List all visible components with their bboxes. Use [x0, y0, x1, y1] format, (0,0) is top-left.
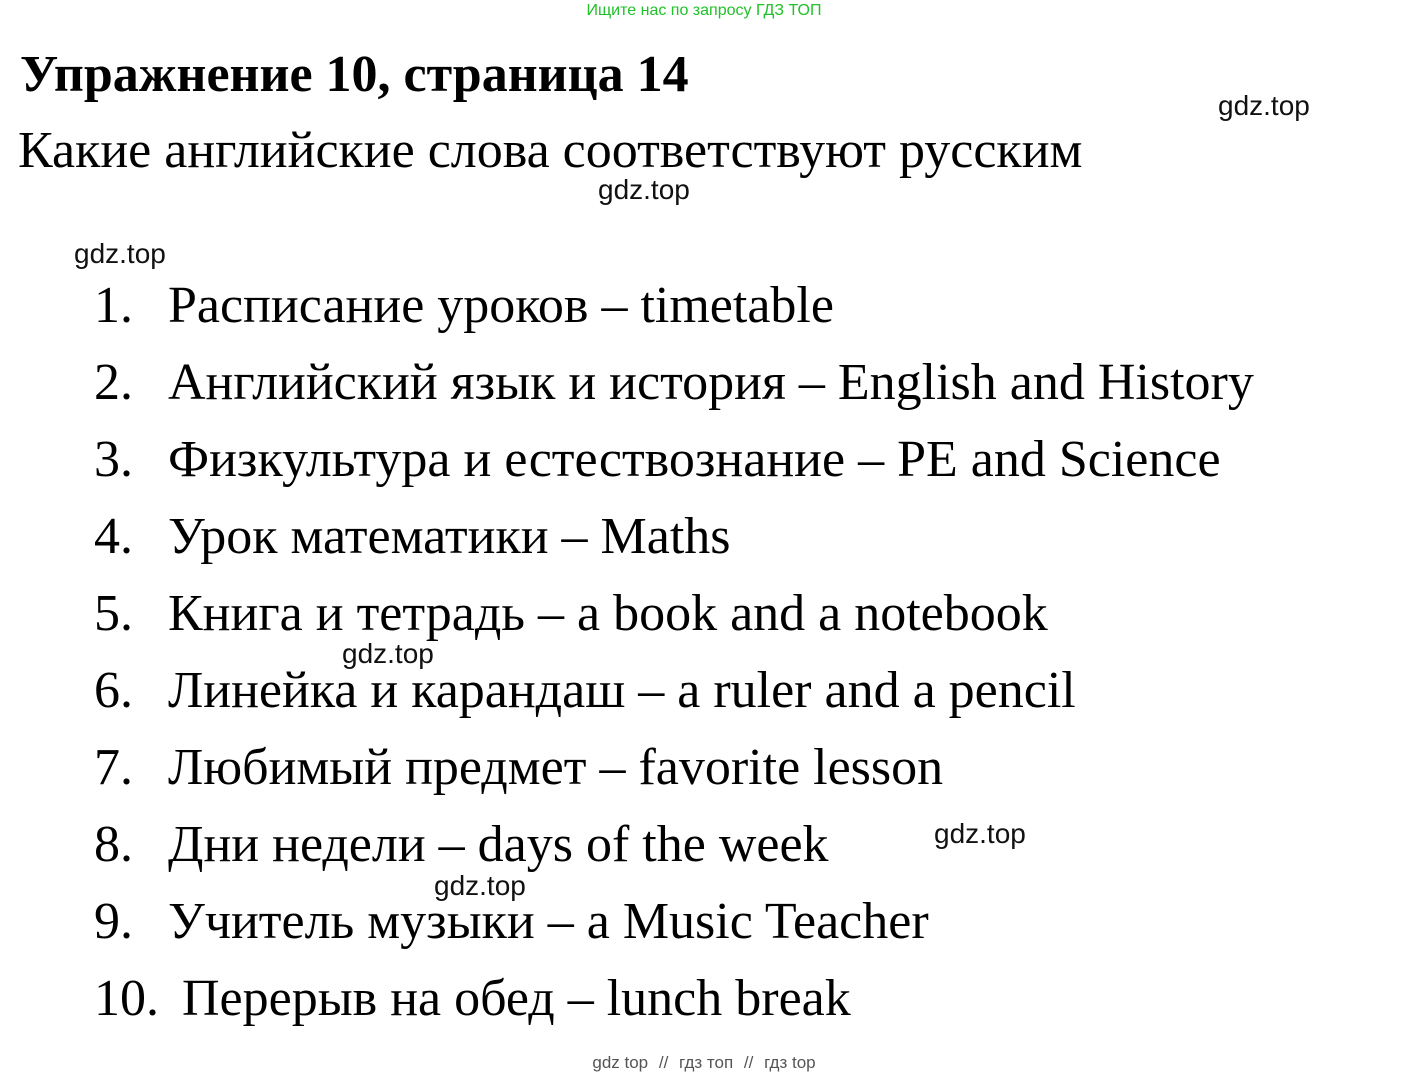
question-text: Какие английские слова соответствуют русским	[18, 122, 1083, 179]
footer-link[interactable]: гдз топ	[679, 1053, 734, 1072]
footer-separator: //	[658, 1053, 669, 1072]
item-number: 7.	[94, 739, 133, 796]
item-number: 3.	[94, 431, 133, 488]
footer-separator: //	[743, 1053, 754, 1072]
watermark: gdz.top	[342, 638, 434, 669]
footer-link[interactable]: gdz top	[592, 1053, 649, 1072]
item-number: 2.	[94, 354, 133, 411]
watermark: gdz.top	[1218, 90, 1310, 121]
item-number: 9.	[94, 893, 133, 950]
item-text: Учитель музыки – a Music Teacher	[168, 893, 929, 950]
page-title: Упражнение 10, страница 14	[20, 46, 689, 103]
item-text: Любимый предмет – favorite lesson	[168, 739, 944, 796]
item-text: Расписание уроков – timetable	[168, 277, 834, 334]
item-number: 8.	[94, 816, 133, 873]
item-text: Дни недели – days of the week	[168, 816, 829, 873]
item-number: 1.	[94, 277, 133, 334]
item-number: 10.	[94, 970, 159, 1027]
item-text: Физкультура и естествознание – PE and Science	[168, 431, 1221, 488]
item-text: Линейка и карандаш – a ruler and a pencil	[168, 662, 1076, 719]
item-number: 6.	[94, 662, 133, 719]
watermark: gdz.top	[74, 238, 166, 269]
item-number: 5.	[94, 585, 133, 642]
item-text: Английский язык и история – English and History	[168, 354, 1254, 411]
item-text: Урок математики – Maths	[168, 508, 731, 565]
watermark: gdz.top	[934, 818, 1026, 849]
item-text: Книга и тетрадь – a book and a notebook	[168, 585, 1048, 642]
footer	[0, 1053, 1408, 1073]
watermark: gdz.top	[598, 174, 690, 205]
top-banner: Ищите нас по запросу ГДЗ ТОП	[586, 2, 822, 19]
watermark: gdz.top	[434, 870, 526, 901]
item-text: Перерыв на обед – lunch break	[182, 970, 851, 1027]
footer-link[interactable]: гдз top	[764, 1053, 816, 1072]
item-number: 4.	[94, 508, 133, 565]
